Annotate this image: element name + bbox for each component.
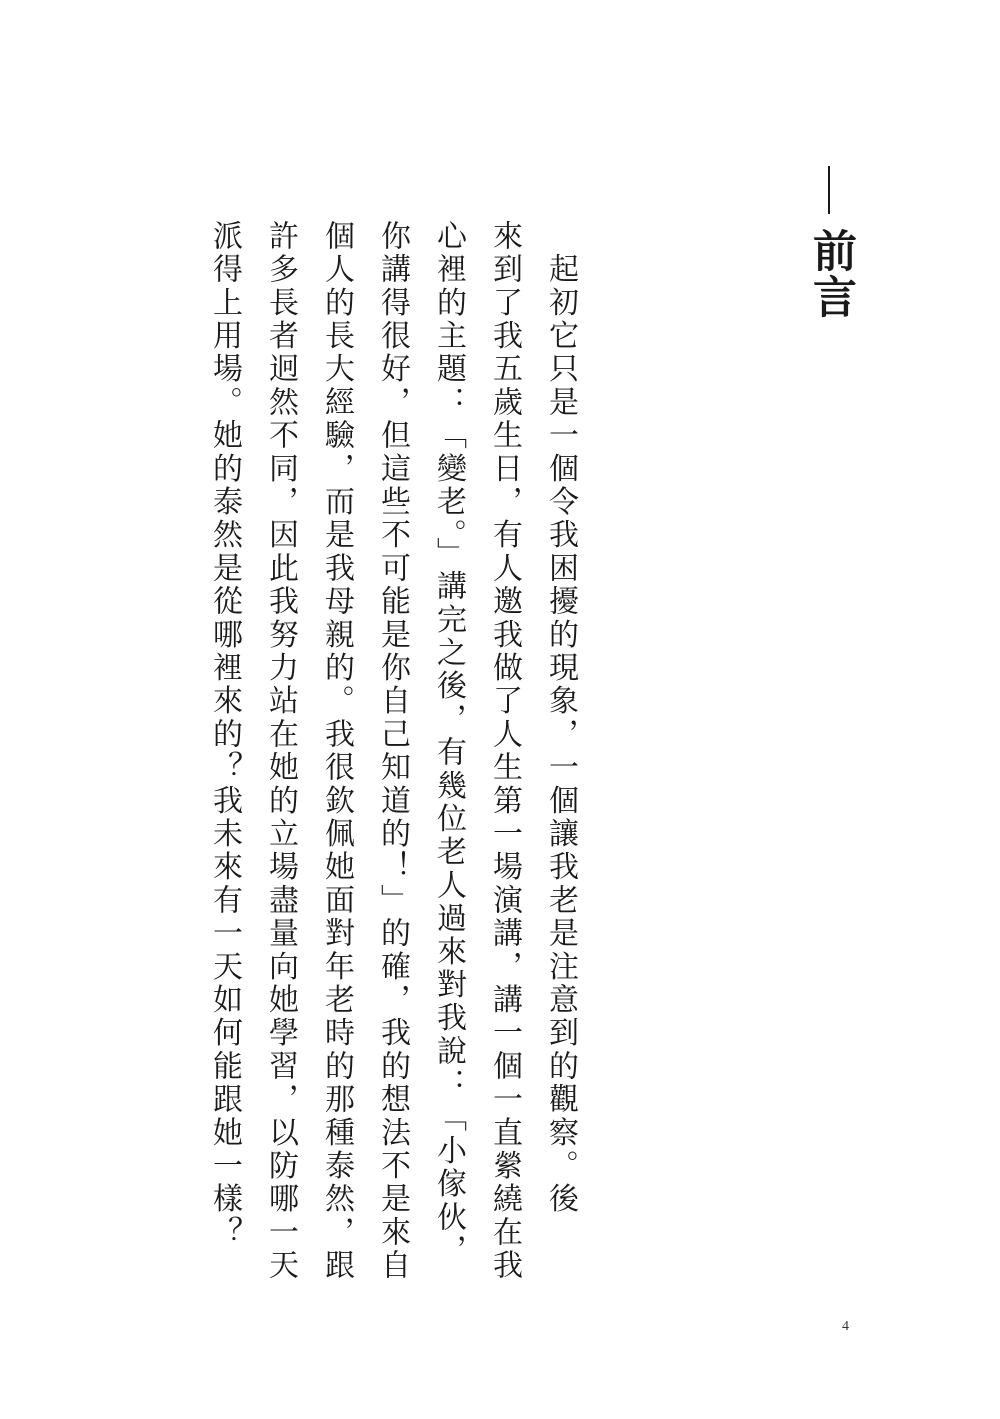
page-number: 4 [842,1319,849,1334]
text-column: 起初它只是一個令我困擾的現象，一個讓我老是注意到的觀察。後 [543,220,578,1216]
heading-rule [828,166,830,214]
text-column: 派得上用場。她的泰然是從哪裡來的？我未來有一天如何能跟她一樣？ [207,220,242,1250]
page-title: 前言 [805,228,856,320]
text-column: 許多長者迥然不同，因此我努力站在她的立場盡量向她學習，以防哪一天 [263,220,298,1283]
body-text [196,220,588,1283]
text-column: 你講得很好，但這些不可能是你自己知道的！」的確，我的想法不是來自 [375,220,410,1283]
text-column: 個人的長大經驗，而是我母親的。我很欽佩她面對年老時的那種泰然，跟 [319,220,354,1283]
text-column: 來到了我五歲生日，有人邀我做了人生第一場演講，講一個一直縈繞在我 [487,220,522,1283]
text-column: 心裡的主題：「變老。」講完之後，有幾位老人過來對我說：「小傢伙， [431,220,466,1268]
